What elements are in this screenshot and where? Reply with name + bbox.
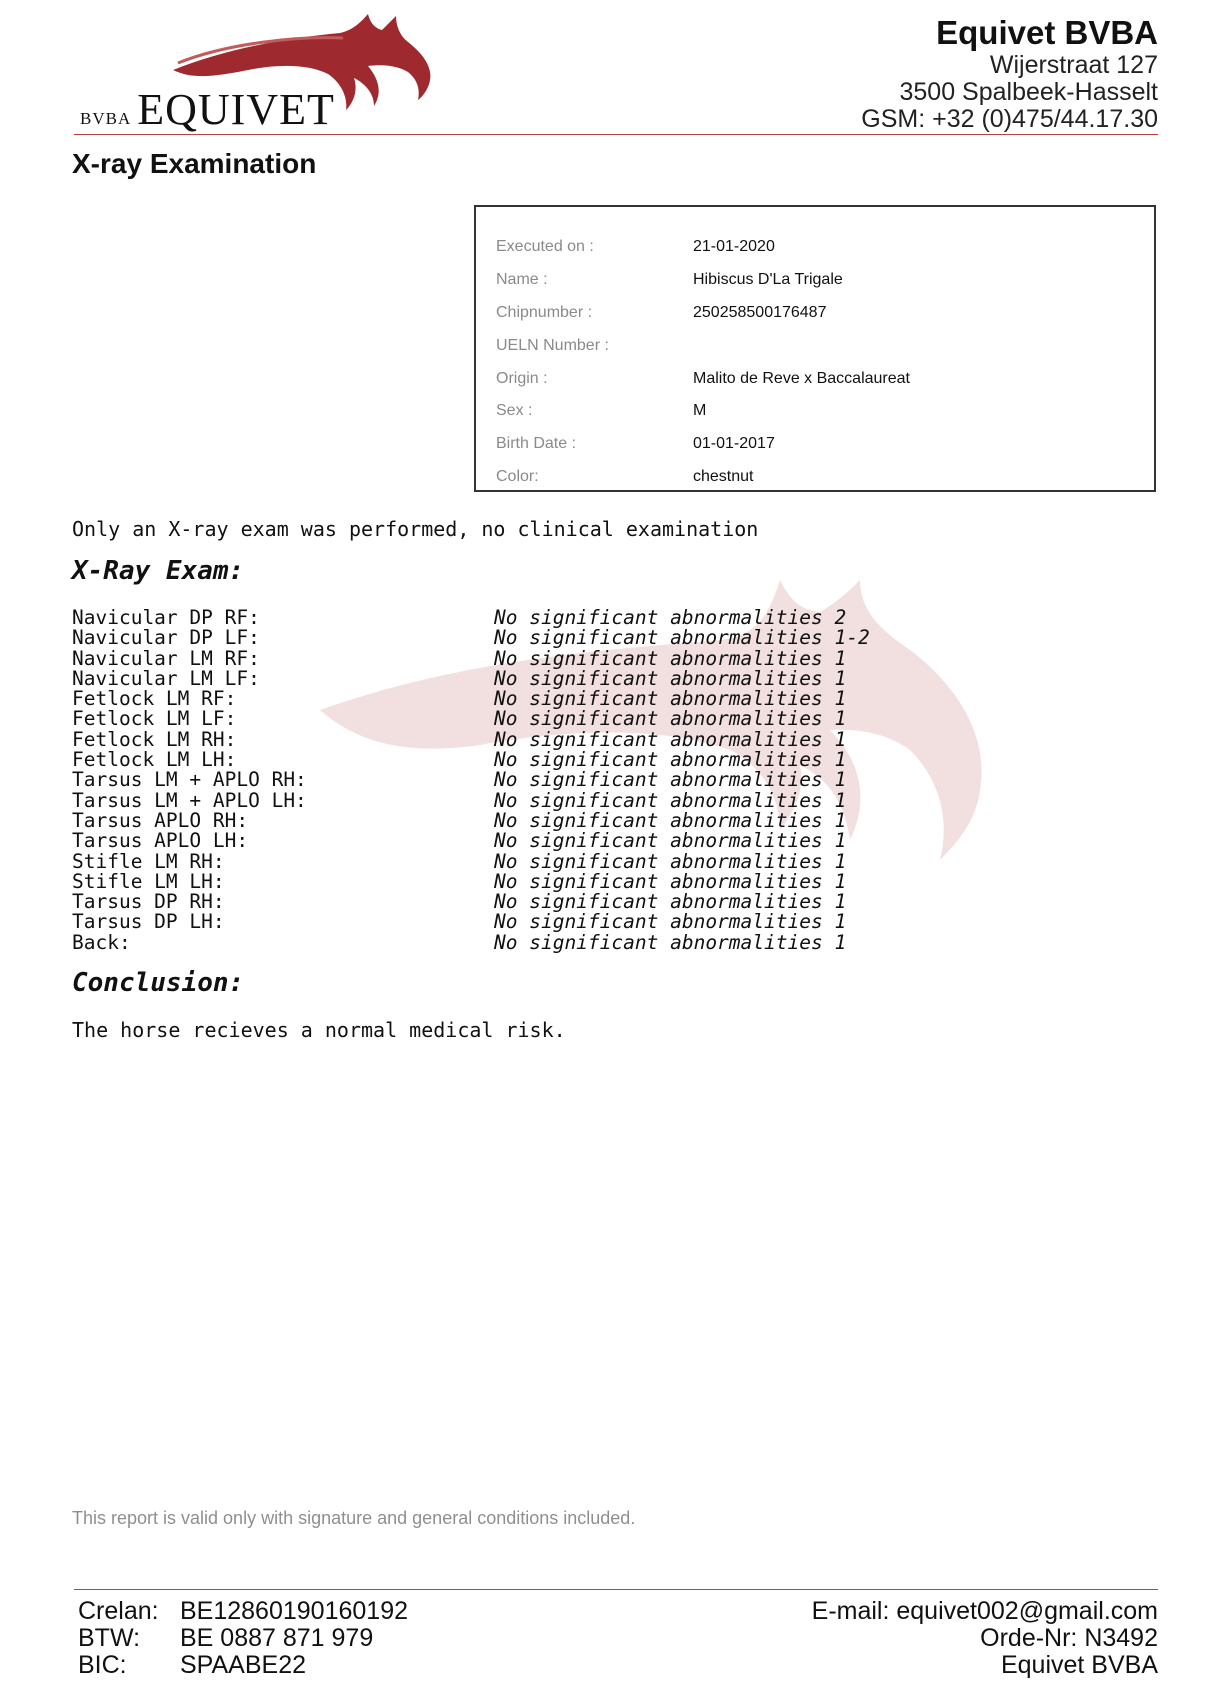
info-value: Hibiscus D'La Trigale bbox=[693, 271, 843, 288]
info-value: M bbox=[693, 402, 707, 419]
exam-result: No significant abnormalities 1 bbox=[494, 727, 847, 751]
exam-result: No significant abnormalities 1 bbox=[494, 788, 847, 812]
info-label: Executed on : bbox=[496, 238, 594, 255]
info-label: Chipnumber : bbox=[496, 304, 593, 321]
exam-region: Stifle LM LH: bbox=[72, 869, 225, 893]
exam-row bbox=[72, 930, 1072, 954]
exam-results-list bbox=[72, 608, 1072, 953]
validity-note: This report is valid only with signature and general conditions included. bbox=[72, 1508, 636, 1528]
exam-row bbox=[72, 869, 1072, 893]
logo-name: EQUIVET bbox=[137, 85, 335, 134]
exam-region: Navicular DP RF: bbox=[72, 606, 260, 629]
bank-key: Crelan: bbox=[78, 1597, 159, 1625]
company-address-block bbox=[861, 14, 1158, 133]
bank-key: BIC: bbox=[78, 1651, 127, 1679]
footer-email: E-mail: equivet002@gmail.com bbox=[811, 1597, 1158, 1625]
exam-region: Tarsus APLO LH: bbox=[72, 829, 249, 853]
exam-row bbox=[72, 831, 1072, 851]
exam-result: No significant abnormalities 1 bbox=[494, 910, 847, 934]
info-label: UELN Number : bbox=[496, 337, 609, 354]
exam-result: No significant abnormalities 1 bbox=[494, 707, 847, 731]
exam-row bbox=[72, 727, 1072, 751]
exam-row bbox=[72, 892, 1072, 912]
exam-row bbox=[72, 750, 1072, 770]
exam-result: No significant abnormalities 1 bbox=[494, 849, 847, 873]
info-value: 21-01-2020 bbox=[693, 238, 775, 255]
exam-result: No significant abnormalities 1 bbox=[494, 869, 847, 893]
company-name: Equivet BVBA bbox=[936, 14, 1158, 51]
contact-details bbox=[812, 1598, 1158, 1679]
exam-row bbox=[72, 770, 1072, 790]
conclusion-heading: Conclusion: bbox=[72, 968, 245, 998]
exam-region: Navicular DP LF: bbox=[72, 626, 260, 650]
info-value: Malito de Reve x Baccalaureat bbox=[693, 370, 910, 387]
footer-divider bbox=[74, 1589, 1158, 1590]
exam-row bbox=[72, 849, 1072, 873]
exam-region: Fetlock LM LH: bbox=[72, 748, 237, 772]
info-label: Color: bbox=[496, 468, 539, 485]
footer-orde-number: Orde-Nr: N3492 bbox=[980, 1624, 1158, 1652]
horse-info-box bbox=[474, 205, 1156, 492]
conclusion-text: The horse recieves a normal medical risk. bbox=[72, 1018, 566, 1042]
exam-region: Fetlock LM RH: bbox=[72, 727, 237, 751]
exam-region: Stifle LM RH: bbox=[72, 849, 225, 873]
exam-row bbox=[72, 912, 1072, 932]
exam-region: Tarsus APLO RH: bbox=[72, 808, 249, 832]
exam-region: Back: bbox=[72, 930, 131, 954]
exam-region: Navicular LM LF: bbox=[72, 666, 260, 690]
exam-region: Fetlock LM LF: bbox=[72, 707, 237, 731]
exam-row bbox=[72, 628, 1072, 648]
info-label: Name : bbox=[496, 271, 548, 288]
info-value: 250258500176487 bbox=[693, 304, 827, 321]
logo-wordmark bbox=[80, 84, 335, 135]
exam-result: No significant abnormalities 1 bbox=[494, 808, 847, 832]
exam-result: No significant abnormalities 1 bbox=[494, 890, 847, 914]
exam-row bbox=[72, 788, 1072, 812]
exam-result: No significant abnormalities 1 bbox=[494, 748, 847, 772]
bank-key: BTW: bbox=[78, 1624, 141, 1652]
exam-region: Fetlock LM RF: bbox=[72, 687, 237, 711]
exam-result: No significant abnormalities 1 bbox=[494, 829, 847, 853]
exam-result: No significant abnormalities 1-2 bbox=[494, 626, 870, 650]
exam-region: Tarsus LM + APLO RH: bbox=[72, 768, 307, 792]
info-value: chestnut bbox=[693, 468, 754, 485]
footer-company: Equivet BVBA bbox=[1000, 1651, 1158, 1679]
exam-result: No significant abnormalities 1 bbox=[494, 930, 847, 954]
company-phone: GSM: +32 (0)475/44.17.30 bbox=[861, 105, 1158, 133]
bank-value: BE 0887 871 979 bbox=[180, 1624, 374, 1652]
exam-result: No significant abnormalities 1 bbox=[494, 768, 847, 792]
info-value: 01-01-2017 bbox=[693, 435, 775, 452]
xray-exam-heading: X-Ray Exam: bbox=[72, 556, 245, 586]
exam-row bbox=[72, 608, 1072, 628]
exam-result: No significant abnormalities 1 bbox=[494, 666, 847, 690]
bank-value: BE12860190160192 bbox=[180, 1597, 409, 1625]
exam-note: Only an X-ray exam was performed, no clinical examination bbox=[72, 517, 759, 541]
exam-row bbox=[72, 666, 1072, 690]
exam-row bbox=[72, 646, 1072, 670]
exam-region: Navicular LM RF: bbox=[72, 646, 260, 670]
company-address-line-2: 3500 Spalbeek-Hasselt bbox=[899, 78, 1158, 106]
exam-row bbox=[72, 689, 1072, 709]
bank-value: SPAABE22 bbox=[180, 1651, 307, 1679]
exam-result: No significant abnormalities 1 bbox=[494, 646, 847, 670]
info-label: Origin : bbox=[496, 370, 548, 387]
exam-row bbox=[72, 709, 1072, 729]
exam-row bbox=[72, 808, 1072, 832]
logo-prefix: BVBA bbox=[80, 109, 132, 128]
exam-result: No significant abnormalities 2 bbox=[494, 606, 847, 629]
exam-region: Tarsus LM + APLO LH: bbox=[72, 788, 307, 812]
exam-region: Tarsus DP RH: bbox=[72, 890, 225, 914]
info-label: Birth Date : bbox=[496, 435, 577, 452]
info-label: Sex : bbox=[496, 402, 533, 419]
page-title: X-ray Examination bbox=[72, 148, 317, 179]
header-divider bbox=[74, 134, 1158, 135]
exam-result: No significant abnormalities 1 bbox=[494, 687, 847, 711]
company-address-line-1: Wijerstraat 127 bbox=[989, 51, 1158, 79]
exam-region: Tarsus DP LH: bbox=[72, 910, 225, 934]
